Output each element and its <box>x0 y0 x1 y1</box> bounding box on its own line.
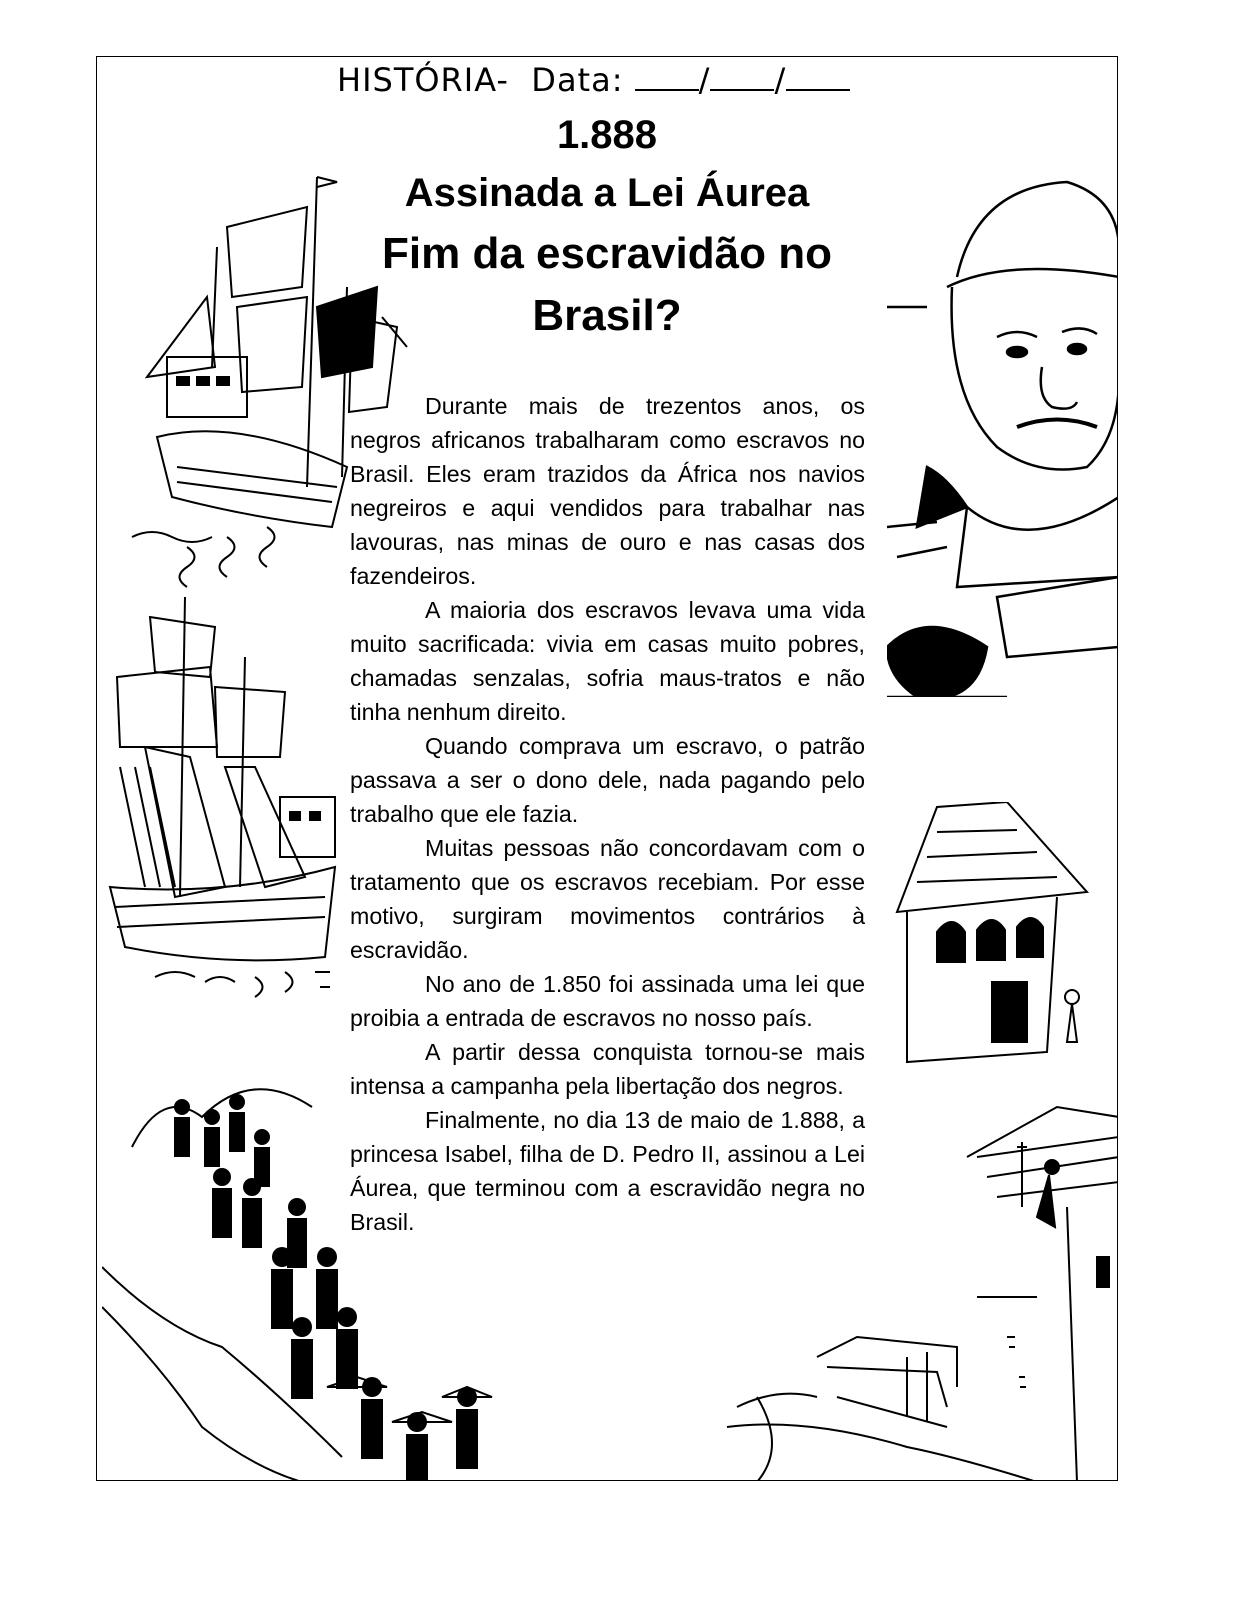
date-day-blank <box>635 65 699 91</box>
worksheet-frame <box>96 56 1118 1481</box>
sailing-ship-illustration <box>117 167 417 627</box>
date-separator: / <box>774 61 787 99</box>
paragraph: Finalmente, no dia 13 de maio de 1.888, a princesa Isabel, filha de D. Pedro II, assinou a Lei Áurea, que terminou com a escravidão negra no Brasil. <box>350 1107 865 1235</box>
worksheet-header <box>337 61 850 99</box>
title-line-2: Fim da escravidão no <box>382 229 832 278</box>
date-separator: / <box>698 61 711 99</box>
title-line-3: Brasil? <box>532 291 682 340</box>
paragraph: No ano de 1.850 foi assinada uma lei que proibia a entrada de escravos no nosso país. <box>350 971 865 1031</box>
paragraph: A maioria dos escravos levava uma vida muito sacrificada: vivia em casas muito pobres, chamadas senzalas, sofria maus-tratos e não tinha nenhum direito. <box>350 597 865 725</box>
date-label: Data: <box>531 61 624 99</box>
date-year-blank <box>786 65 850 91</box>
colonial-house-illustration <box>877 802 1097 1082</box>
paragraph: Muitas pessoas não concordavam com o tratamento que os escravos recebiam. Por esse motivo, surgiram movimentos contrários à escravidão. <box>350 835 865 963</box>
paragraph: A partir dessa conquista tornou-se mais intensa a campanha pela libertação dos negros. <box>350 1039 865 1099</box>
subject-label: HISTÓRIA- <box>337 61 509 99</box>
enslaved-man-portrait-illustration <box>887 177 1118 697</box>
title-line-1: Assinada a Lei Áurea <box>404 171 810 215</box>
paragraph: Durante mais de trezentos anos, os negros africanos trabalharam como escravos no Brasil. Eles eram trazidos da África nos navios negreiros e aqui vendidos para trabalhar nas lavouras, nas minas de ouro e nas casas dos fazendeiros. <box>350 393 865 589</box>
date-month-blank <box>710 65 774 91</box>
sailing-ship-illustration <box>105 597 345 1017</box>
paragraph: Quando comprava um escravo, o patrão passava a ser o dono dele, nada pagando pelo trabalho que ele fazia. <box>350 733 865 827</box>
village-street-illustration <box>657 1097 1118 1481</box>
enslaved-people-marching-illustration <box>102 1067 522 1481</box>
title-year: 1.888 <box>556 113 658 157</box>
